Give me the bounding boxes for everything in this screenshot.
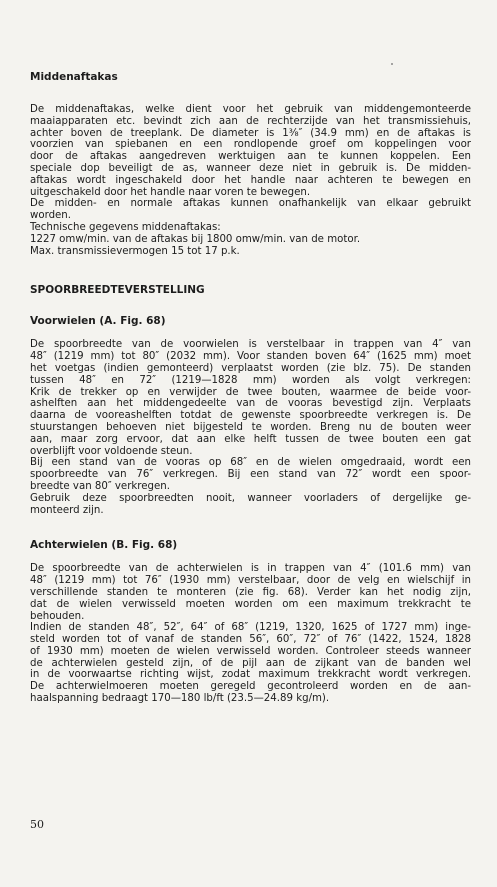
text-line: Krik de trekker op en verwijder de twee bouten, waarmee de beide voor- <box>30 386 471 398</box>
text-line: Technische gegevens middenaftakas: <box>30 221 221 233</box>
text-line: spoorbreedte van 76″ verkregen. Bij een stand van 72″ wordt een spoor- <box>30 469 471 481</box>
text-line: verschillende standen te monteren (zie fig. 68). Verder kan het nodig zijn, <box>30 586 471 598</box>
text-line: achter boven de treeplank. De diameter is 1³⁄₈″ (34.9 mm) en de aftakas is <box>30 127 471 139</box>
section-title-track-width: SPOORBREEDTEVERSTELLING <box>30 284 205 297</box>
text-line: Indien de standen 48″, 52″, 64″ of 68″ (1219, 1320, 1625 of 1727 mm) inge- <box>30 622 471 634</box>
text-line: steld worden tot of vanaf de standen 56″, 60″, 72″ of 76″ (1422, 1524, 1828 <box>30 634 471 646</box>
text-line: De spoorbreedte van de achterwielen is in trappen van 4″ (101.6 mm) van <box>30 563 471 575</box>
text-line: of 1930 mm) moeten de wielen verwisseld worden. Controleer steeds wanneer <box>30 645 471 657</box>
text-line: Max. transmissievermogen 15 tot 17 p.k. <box>30 245 240 257</box>
text-line: ashelften aan het middengedeelte van de vooras bevestigd zijn. Verplaats <box>30 398 471 410</box>
paragraph-pto <box>30 104 471 257</box>
text-line: speciale dop beveiligt de as, wanneer deze niet in gebruik is. De midden- <box>30 162 471 174</box>
text-line: door de aftakas aangedreven werktuigen aan te kunnen koppelen. Een <box>30 151 471 163</box>
heading-front-wheels: Voorwielen (A. Fig. 68) <box>30 315 166 328</box>
text-line: de achterwielen gesteld zijn, of de pijl aan de zijkant van de banden wel <box>30 657 471 669</box>
text-line: stuurstangen behoeven niet bijgesteld te worden. Breng nu de bouten weer <box>30 421 471 433</box>
text-line: dat de wielen verwisseld moeten worden om een maximum trekkracht te <box>30 598 471 610</box>
text-line: in de voorwaartse richting wijst, zodat maximum trekkracht wordt verkregen. <box>30 669 471 681</box>
text-line: De midden- en normale aftakas kunnen onafhankelijk van elkaar gebruikt <box>30 198 471 210</box>
text-line: Bij een stand van de vooras op 68″ en de wielen omgedraaid, wordt een <box>30 457 471 469</box>
text-line: monteerd zijn. <box>30 504 104 516</box>
text-line: breedte van 80″ verkregen. <box>30 480 170 492</box>
scan-speck <box>391 63 393 65</box>
heading-rear-wheels: Achterwielen (B. Fig. 68) <box>30 539 178 552</box>
text-line: haalspanning bedraagt 170—180 lb/ft (23.5—24.89 kg/m). <box>30 693 330 705</box>
text-line: aan, maar zorg ervoor, dat aan elke helft tussen de twee bouten een gat <box>30 433 471 445</box>
text-line: De middenaftakas, welke dient voor het gebruik van middengemonteerde <box>30 104 471 115</box>
page-number: 50 <box>30 818 44 831</box>
text-line: behouden. <box>30 610 85 622</box>
text-line: 48″ (1219 mm) tot 80″ (2032 mm). Voor standen boven 64″ (1625 mm) moet <box>30 351 471 363</box>
text-line: De spoorbreedte van de voorwielen is verstelbaar in trappen van 4″ van <box>30 339 471 351</box>
text-line: worden. <box>30 210 72 222</box>
paragraph-rear-wheels <box>30 563 471 705</box>
text-line: maaiapparaten etc. bevindt zich aan de rechterzijde van het transmissiehuis, <box>30 115 471 127</box>
text-line: daarna de vooreashelften totdat de gewenste spoorbreedte verkregen is. De <box>30 410 471 422</box>
text-line: aftakas wordt ingeschakeld door het handle naar achteren te bewegen en <box>30 174 471 186</box>
text-line: overblijft voor voldoende steun. <box>30 445 193 457</box>
paragraph-front-wheels <box>30 339 471 516</box>
text-line: Gebruik deze spoorbreedten nooit, wanneer voorladers of dergelijke ge- <box>30 492 471 504</box>
text-line: tussen 48″ en 72″ (1219—1828 mm) worden als volgt verkregen: <box>30 374 471 386</box>
heading-pto: Middenaftakas <box>30 71 118 83</box>
text-line: uitgeschakeld door het handle naar voren te bewegen. <box>30 186 311 198</box>
text-line: voorzien van spiebanen en een rondlopende groef om koppelingen voor <box>30 139 471 151</box>
text-line: De achterwielmoeren moeten geregeld gecontroleerd worden en de aan- <box>30 681 471 693</box>
text-line: het voetgas (indien gemonteerd) verplaatst worden (zie blz. 75). De standen <box>30 362 471 374</box>
text-line: 48″ (1219 mm) tot 76″ (1930 mm) verstelbaar, door de velg en wielschijf in <box>30 575 471 587</box>
text-line: 1227 omw/min. van de aftakas bij 1800 omw/min. van de motor. <box>30 233 361 245</box>
